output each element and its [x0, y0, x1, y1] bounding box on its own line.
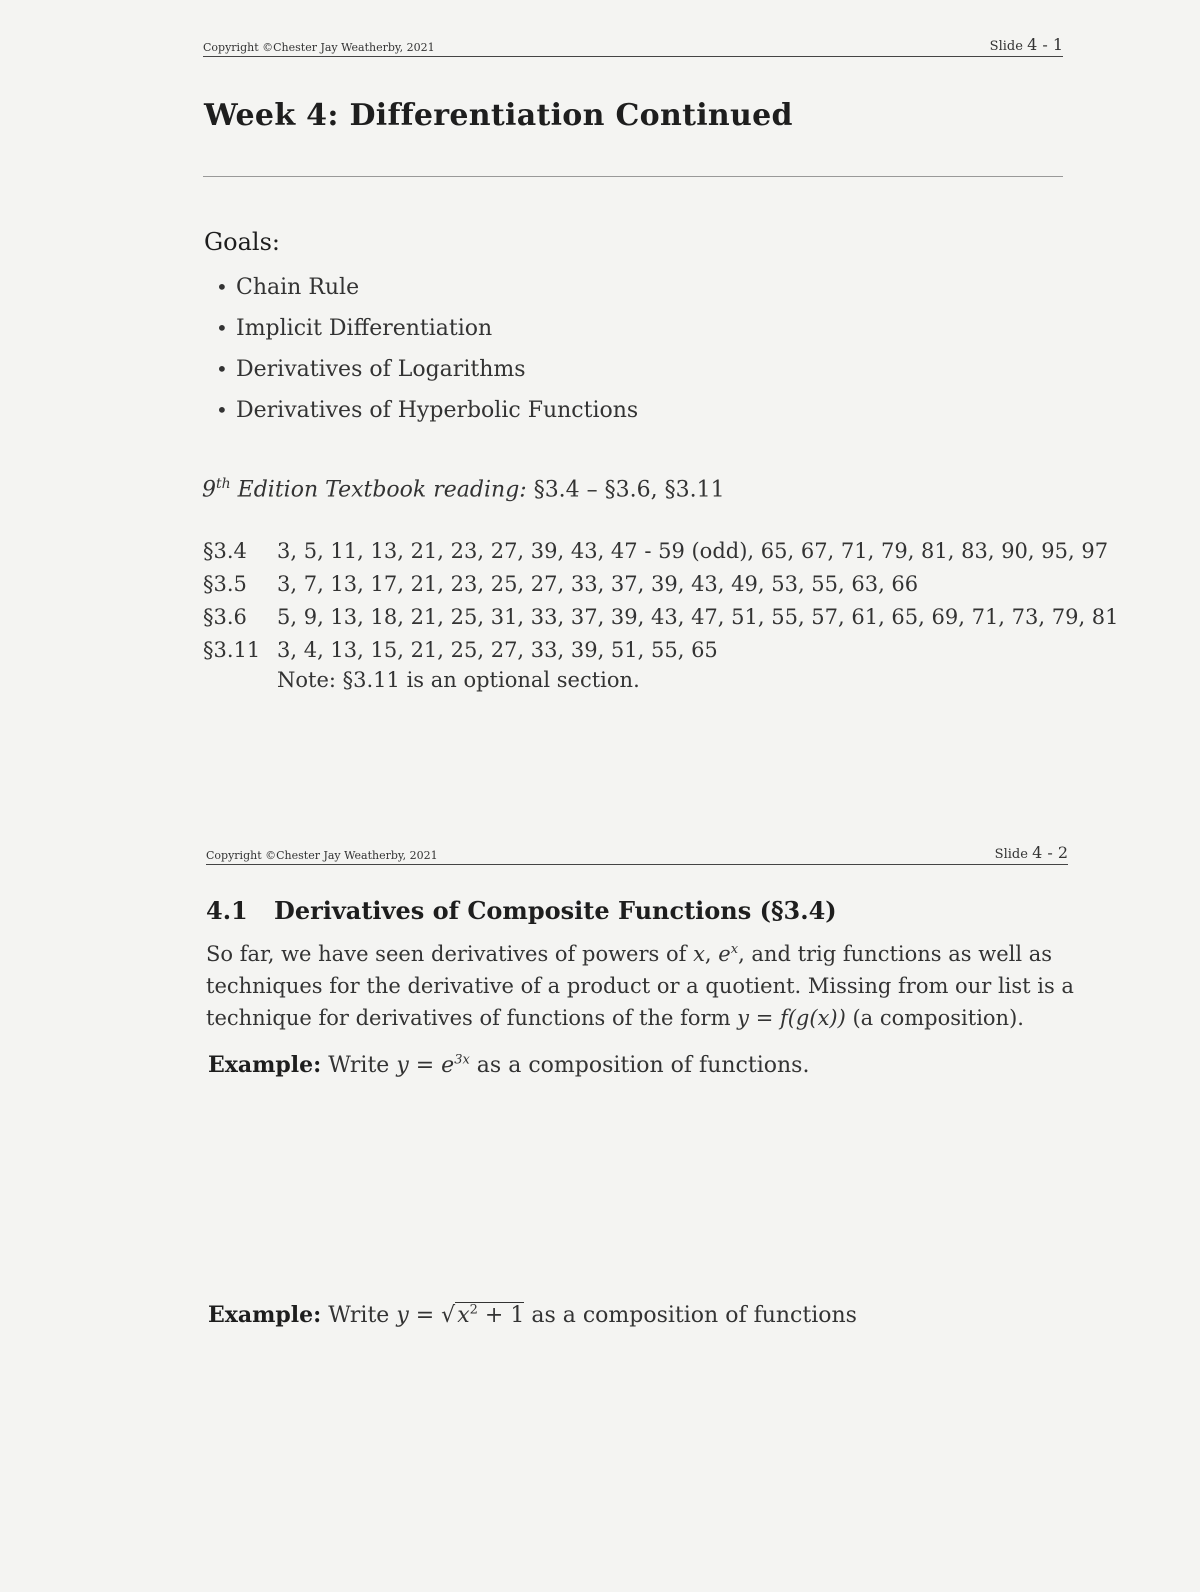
goal-item	[216, 393, 638, 434]
table-row	[203, 600, 1119, 633]
example-label: Example:	[208, 1302, 322, 1328]
math-exponent: 3x	[454, 1052, 470, 1068]
goal-item	[216, 311, 638, 352]
table-row	[203, 567, 1119, 600]
exercise-table	[203, 534, 1119, 666]
math-var: x	[693, 942, 705, 966]
section-cell: §3.6	[203, 604, 247, 629]
optional-note: Note: §3.11 is an optional section.	[277, 668, 640, 692]
copyright-text: Copyright ©Chester Jay Weatherby, 2021	[203, 41, 435, 54]
example-text: Write	[328, 1303, 397, 1328]
math-var: e	[718, 942, 731, 966]
reading-label: Edition Textbook reading:	[237, 477, 527, 503]
example-label: Example:	[208, 1052, 322, 1078]
paragraph-text: ,	[704, 942, 719, 966]
table-row	[203, 534, 1119, 567]
page-title: Week 4: Differentiation Continued	[204, 98, 793, 133]
example-text: as a composition of functions.	[469, 1053, 810, 1078]
example-text: as a composition of functions	[524, 1303, 857, 1328]
problems-cell: 3, 5, 11, 13, 21, 23, 27, 39, 43, 47 - 59 (odd), 65, 67, 71, 79, 81, 83, 90, 95, 97	[277, 538, 1109, 563]
section-cell: §3.11	[203, 637, 261, 662]
slide-label: Slide	[989, 39, 1023, 54]
goal-item	[216, 270, 638, 311]
bullet-icon: •	[216, 357, 228, 381]
problems-cell: 3, 7, 13, 17, 21, 23, 25, 27, 33, 37, 39, 43, 49, 53, 55, 63, 66	[277, 571, 919, 596]
goals-heading: Goals:	[204, 228, 281, 256]
example-2	[208, 1302, 857, 1328]
slide-number-value: 4 - 2	[1032, 843, 1068, 862]
slide-2-header	[206, 843, 1068, 865]
math-operator: = √	[408, 1303, 456, 1328]
reading-sections: §3.4 – §3.6, §3.11	[533, 477, 725, 503]
textbook-reading	[202, 476, 725, 502]
title-divider	[203, 176, 1063, 177]
section-number: 4.1	[206, 896, 248, 925]
section-cell: §3.4	[203, 538, 247, 563]
slide-1-header	[203, 35, 1063, 57]
section-cell: §3.5	[203, 571, 247, 596]
math-exponent: 2	[469, 1302, 478, 1318]
paragraph-text: , and trig functions as well as techniques for the derivative of a product or a quotient. Missing from our list is a technique for derivatives of functions of the form	[206, 942, 1074, 1030]
goal-text: Derivatives of Hyperbolic Functions	[236, 398, 639, 423]
edition-suffix: th	[216, 476, 231, 492]
bullet-icon: •	[216, 316, 228, 340]
edition-number: 9	[202, 477, 216, 503]
goal-text: Derivatives of Logarithms	[236, 357, 526, 382]
math-exponent: x	[730, 942, 739, 957]
bullet-icon: •	[216, 275, 228, 299]
slide-number-value: 4 - 1	[1027, 35, 1063, 54]
goal-text: Implicit Differentiation	[236, 316, 493, 341]
square-root	[455, 1302, 524, 1328]
example-1	[208, 1052, 809, 1078]
section-heading	[206, 896, 837, 925]
copyright-text: Copyright ©Chester Jay Weatherby, 2021	[206, 849, 438, 862]
math-var: y	[396, 1053, 409, 1078]
math-operator: =	[408, 1053, 442, 1078]
math-var: x	[457, 1303, 470, 1328]
math-formula: y = f(g(x))	[737, 1006, 846, 1030]
table-row	[203, 633, 1119, 666]
math-var: y	[396, 1303, 409, 1328]
goal-text: Chain Rule	[236, 275, 360, 300]
slide-label: Slide	[994, 847, 1028, 862]
example-text: Write	[328, 1053, 397, 1078]
problems-cell: 3, 4, 13, 15, 21, 25, 27, 33, 39, 51, 55, 65	[277, 637, 718, 662]
goals-list	[216, 270, 638, 434]
section-title: Derivatives of Composite Functions (§3.4)	[274, 896, 837, 925]
paragraph-text: (a composition).	[845, 1006, 1024, 1030]
slide-number	[990, 35, 1063, 54]
math-var: e	[441, 1053, 455, 1078]
intro-paragraph	[206, 934, 1086, 1034]
paragraph-text: So far, we have seen derivatives of powers of	[206, 942, 694, 966]
goal-item	[216, 352, 638, 393]
math-text: + 1	[477, 1303, 525, 1328]
bullet-icon: •	[216, 398, 228, 422]
slide-number	[995, 843, 1068, 862]
problems-cell: 5, 9, 13, 18, 21, 25, 31, 33, 37, 39, 43, 47, 51, 55, 57, 61, 65, 69, 71, 73, 79, 81	[277, 604, 1119, 629]
